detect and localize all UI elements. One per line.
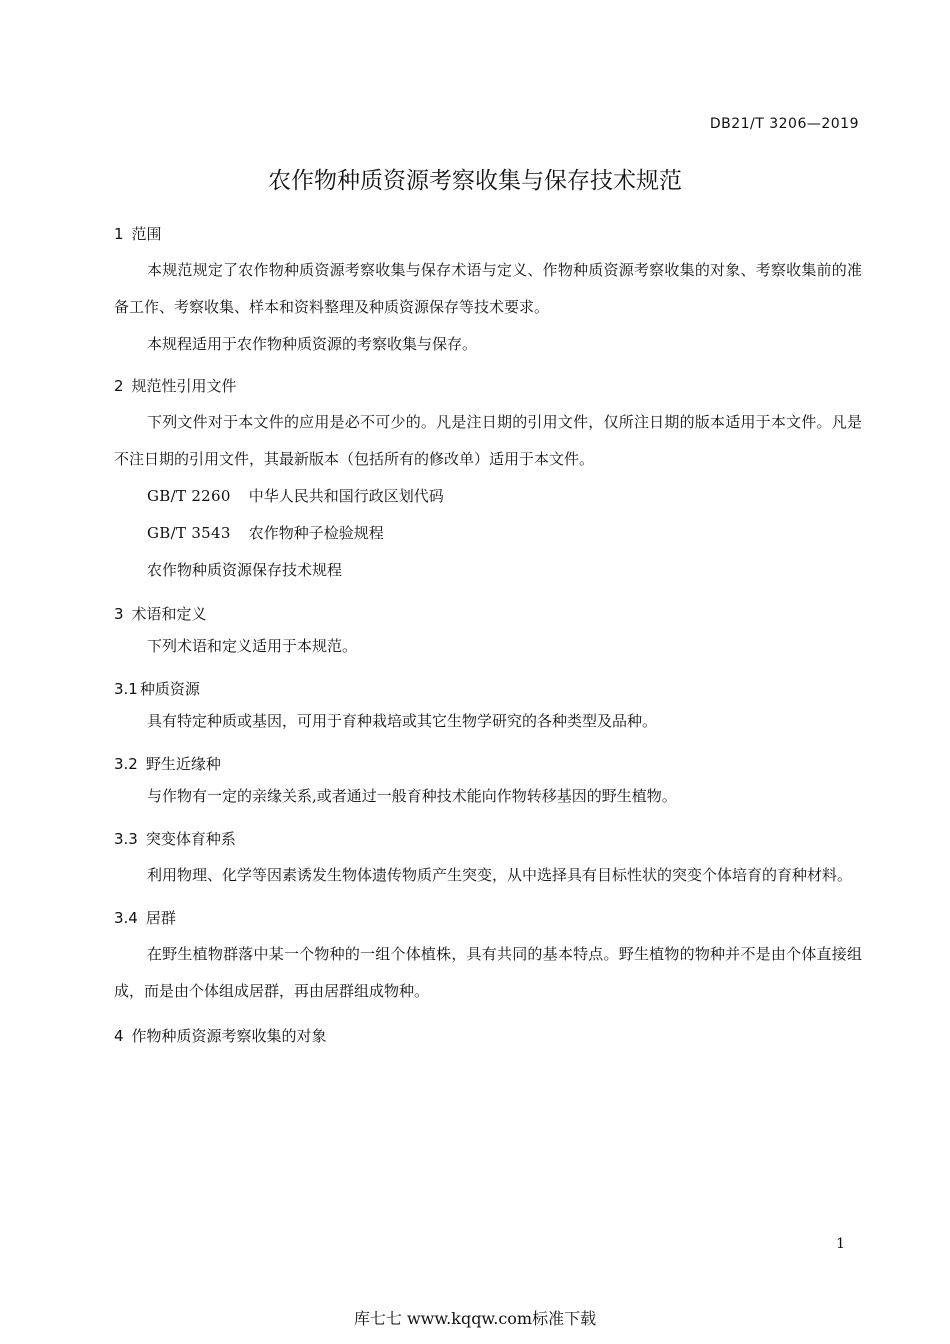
section-title: 野生近缘种 <box>145 755 221 773</box>
section-number: 3.2 <box>114 755 138 773</box>
section-number: 2 <box>114 377 124 395</box>
section-heading-3 <box>114 602 862 626</box>
section-number: 4 <box>114 1027 124 1045</box>
section-heading-3-4 <box>114 906 862 930</box>
section-title: 突变体育种系 <box>145 830 236 848</box>
paragraph: 下列文件对于本文件的应用是必不可少的。凡是注日期的引用文件，仅所注日期的版本适用于本文件。凡是不注日期的引用文件，其最新版本（包括所有的修改单）适用于本文件。 <box>114 413 862 468</box>
page-number: 1 <box>836 1236 845 1252</box>
section-number: 3 <box>114 605 124 623</box>
section-number: 3.4 <box>114 909 138 927</box>
reference-item <box>114 515 862 552</box>
section-title: 居群 <box>145 909 176 927</box>
reference-item: 农作物种质资源保存技术规程 <box>147 561 343 579</box>
section-title: 作物种质资源考察收集的对象 <box>131 1027 327 1045</box>
reference-code: GB/T 2260 <box>147 487 231 505</box>
reference-name: 农作物种子检验规程 <box>248 524 384 542</box>
section-title: 范围 <box>131 225 162 243</box>
paragraph: 下列术语和定义适用于本规范。 <box>147 637 358 655</box>
reference-item <box>114 478 862 515</box>
section-title: 规范性引用文件 <box>131 377 237 395</box>
section-heading-4 <box>114 1024 862 1048</box>
document-body <box>114 222 862 1048</box>
section-heading-3-3 <box>114 827 862 851</box>
section-number: 3.3 <box>114 830 138 848</box>
paragraph: 本规范规定了农作物种质资源考察收集与保存术语与定义、作物种质资源考察收集的对象、考察收集前的准备工作、考察收集、样本和资料整理及种质资源保存等技术要求。 <box>114 261 862 316</box>
section-heading-1 <box>114 222 862 246</box>
reference-name: 中华人民共和国行政区划代码 <box>248 487 444 505</box>
paragraph: 在野生植物群落中某一个物种的一组个体植株，具有共同的基本特点。野生植物的物种并不是由个体直接组成，而是由个体组成居群，再由居群组成物种。 <box>114 945 862 1000</box>
paragraph: 与作物有一定的亲缘关系,或者通过一般育种技术能向作物转移基因的野生植物。 <box>147 787 677 805</box>
document-title: 农作物种质资源考察收集与保存技术规范 <box>268 168 682 194</box>
paragraph: 利用物理、化学等因素诱发生物体遗传物质产生突变，从中选择具有目标性状的突变个体培育的育种材料。 <box>147 866 853 884</box>
section-heading-3-1 <box>114 677 862 701</box>
paragraph: 具有特定种质或基因，可用于育种栽培或其它生物学研究的各种类型及品种。 <box>147 712 658 730</box>
section-title: 术语和定义 <box>131 605 207 623</box>
reference-code: GB/T 3543 <box>147 524 231 542</box>
section-number: 3.1 <box>114 680 138 698</box>
section-title: 种质资源 <box>139 680 200 698</box>
paragraph: 本规程适用于农作物种质资源的考察收集与保存。 <box>147 335 478 353</box>
section-heading-2 <box>114 374 862 398</box>
section-number: 1 <box>114 225 124 243</box>
footer-watermark: 库七七 www.kqqw.com标准下载 <box>353 1309 597 1328</box>
section-heading-3-2 <box>114 752 862 776</box>
standard-code: DB21/T 3206—2019 <box>709 116 859 132</box>
